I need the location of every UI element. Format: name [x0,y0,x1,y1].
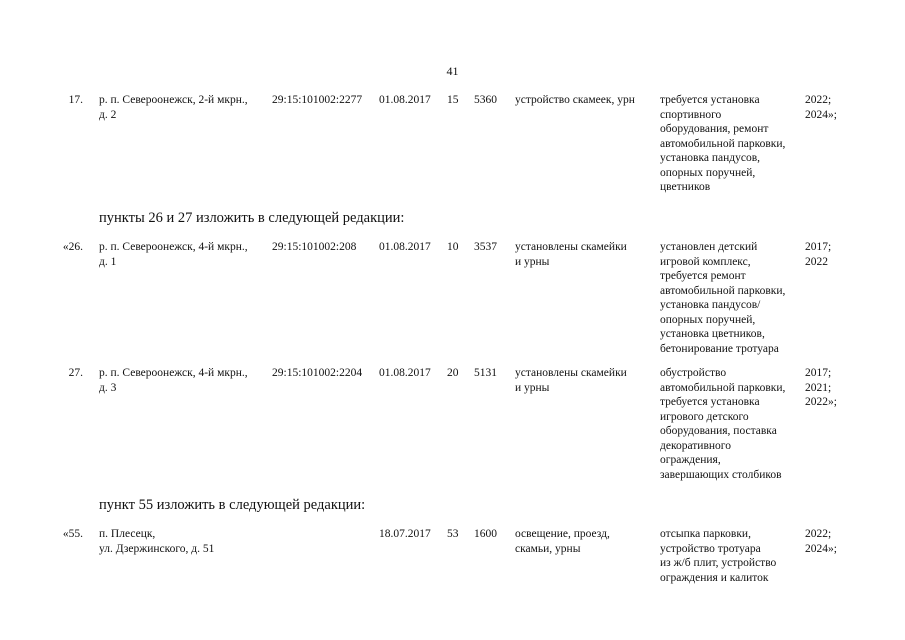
address-cell-line: д. 3 [99,381,117,394]
required-works-cell-line: завершающих столбиков [660,468,782,481]
page-number: 41 [446,64,459,78]
years-cell-line: 2017; [805,367,832,379]
required-works-cell-line: ограждения, [660,454,721,466]
required-works-cell-line: устройство тротуара [660,542,761,555]
count-cell: 20 [447,367,459,379]
required-works-cell-line: требуется ремонт [660,270,746,282]
cadastral-number-cell: 29:15:101002:208 [272,241,357,253]
required-works-cell-line: установка цветников, [660,328,765,340]
years-cell [805,240,903,269]
address-cell-line: д. 1 [99,255,117,268]
instruction-text: пункт 55 изложить в следующей редакции: [99,497,366,513]
completed-works-cell [515,93,657,108]
completed-works-cell [515,366,657,395]
completed-works-cell-line: скамьи, урны [515,542,581,555]
required-works-cell-line: автомобильной парковки, [660,137,786,150]
area-cell: 5131 [474,367,497,379]
instruction-text: пункты 26 и 27 изложить в следующей редакции: [99,210,405,226]
cadastral-number-cell: 29:15:101002:2277 [272,94,363,106]
required-works-cell-line: установка пандусов/ [660,299,761,311]
row-number: «26. [62,241,83,253]
completed-works-cell-line: освещение, проезд, [515,528,610,540]
completed-works-cell [515,240,657,269]
completed-works-cell-line: установлены скамейки [515,241,627,253]
count-cell: 10 [447,241,459,253]
address-cell [99,366,267,395]
required-works-cell [660,366,802,482]
required-works-cell-line: игрового детского [660,410,749,423]
count-cell: 15 [447,94,459,106]
required-works-cell-line: обустройство [660,367,727,379]
area-cell: 3537 [474,241,497,253]
address-cell [99,527,267,556]
address-cell-line: р. п. Североонежск, 2-й мкрн., [99,94,248,106]
completed-works-cell-line: устройство скамеек, урн [515,94,635,106]
years-cell-line: 2024»; [805,108,837,121]
address-cell-line: п. Плесецк, [99,528,156,540]
required-works-cell-line: требуется установка [660,396,760,408]
years-cell [805,93,903,122]
area-cell: 1600 [474,528,497,540]
address-cell [99,240,267,269]
row-number: «55. [62,528,83,540]
years-cell-line: 2022 [805,255,828,268]
row-number: 27. [68,367,83,379]
required-works-cell [660,240,802,356]
required-works-cell-line: опорных поручней, [660,166,756,179]
address-cell [99,93,267,122]
date-cell: 01.08.2017 [379,241,431,253]
years-cell-line: 2021; [805,381,832,394]
required-works-cell [660,93,802,195]
required-works-cell-line: установка пандусов, [660,152,761,164]
required-works-cell-line: опорных поручней, [660,313,756,326]
date-cell: 18.07.2017 [379,528,431,540]
cadastral-number-cell: 29:15:101002:2204 [272,367,363,379]
required-works-cell-line: требуется установка [660,94,760,106]
years-cell [805,527,903,556]
years-cell-line: 2017; [805,241,832,253]
required-works-cell-line: декоративного [660,439,731,452]
required-works-cell-line: оборудования, поставка [660,425,777,437]
required-works-cell-line: цветников [660,181,711,193]
required-works-cell-line: из ж/б плит, устройство [660,557,777,569]
required-works-cell-line: оборудования, ремонт [660,123,769,135]
address-cell-line: ул. Дзержинского, д. 51 [99,542,215,555]
required-works-cell-line: отсыпка парковки, [660,528,751,540]
date-cell: 01.08.2017 [379,367,431,379]
address-cell-line: р. п. Североонежск, 4-й мкрн., [99,367,248,379]
completed-works-cell-line: и урны [515,255,550,268]
completed-works-cell-line: и урны [515,381,550,394]
years-cell [805,366,903,410]
years-cell-line: 2022»; [805,396,837,408]
years-cell-line: 2022; [805,528,832,540]
required-works-cell-line: спортивного [660,108,722,121]
completed-works-cell [515,527,657,556]
area-cell: 5360 [474,94,497,106]
address-cell-line: д. 2 [99,108,117,121]
required-works-cell-line: автомобильной парковки, [660,284,786,297]
date-cell: 01.08.2017 [379,94,431,106]
years-cell-line: 2024»; [805,542,837,555]
required-works-cell-line: ограждения и калиток [660,571,769,584]
row-number: 17. [68,94,83,106]
required-works-cell-line: бетонирование тротуара [660,342,779,355]
required-works-cell [660,527,802,585]
required-works-cell-line: игровой комплекс, [660,255,751,268]
completed-works-cell-line: установлены скамейки [515,367,627,379]
required-works-cell-line: установлен детский [660,241,758,253]
years-cell-line: 2022; [805,94,832,106]
count-cell: 53 [447,528,459,540]
required-works-cell-line: автомобильной парковки, [660,381,786,394]
address-cell-line: р. п. Североонежск, 4-й мкрн., [99,241,248,253]
